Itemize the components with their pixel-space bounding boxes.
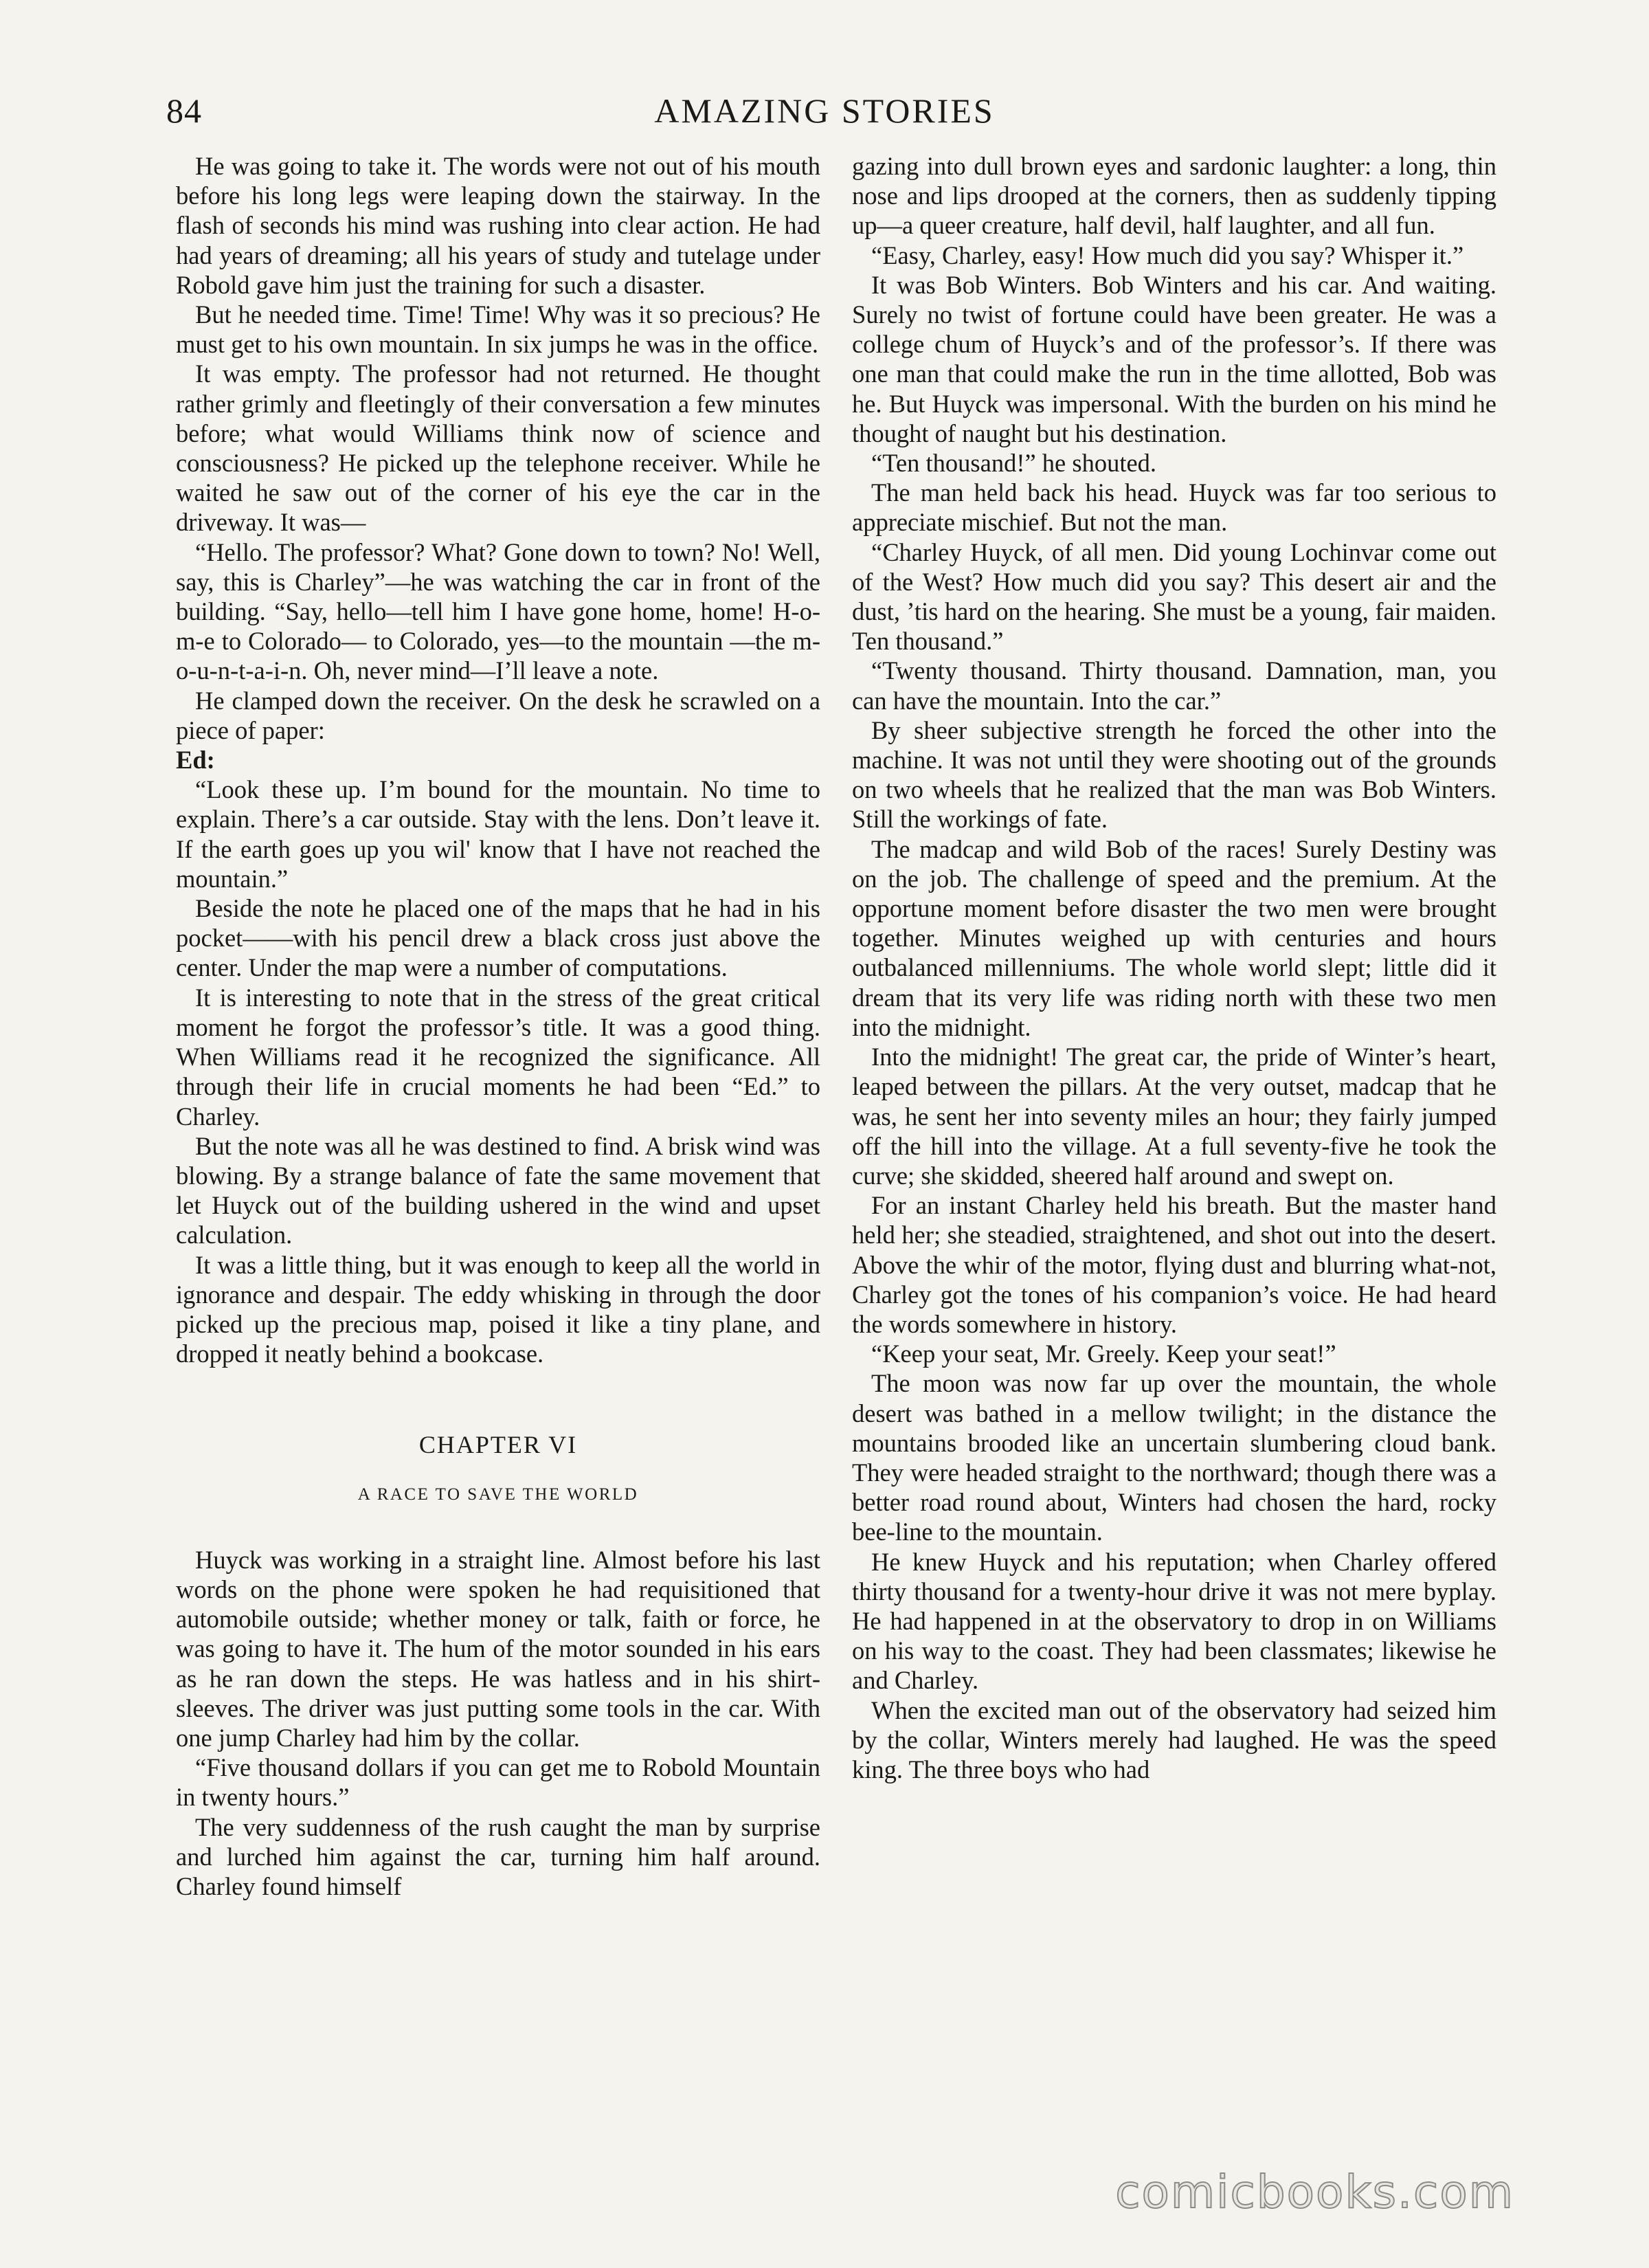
paragraph: He knew Huyck and his reputation; when Charley offered thirty thousand for a twenty-hour drive it was not mere byplay. He had happened in at the observatory to drop in on Williams on his way to the coast. They had been classmates; likewise he and Charley.	[852, 1547, 1496, 1695]
continued-paragraph: gazing into dull brown eyes and sardonic laughter: a long, thin nose and lips drooped at the corners, then as suddenly tipping up—a queer creature, half devil, half laughter, and all fun.	[852, 152, 1496, 240]
left-column	[176, 151, 820, 1901]
paragraph: When the excited man out of the observatory had seized him by the collar, Winters merely had laughed. He was the speed king. The three boys who had	[852, 1696, 1496, 1783]
paragraph: “Keep your seat, Mr. Greely. Keep your seat!”	[871, 1339, 1336, 1368]
chapter-title: CHAPTER VI	[418, 1431, 578, 1459]
paragraph: “Ten thousand!” he shouted.	[871, 449, 1157, 478]
paragraph: The madcap and wild Bob of the races! Surely Destiny was on the job. The challenge of speed and the premium. At the opportune moment before disaster the two men were brought together. Minutes weighed up with centuries and hours outbalanced millenniums. The whole world slept; little did it dream that its very life was riding north with these two men into the midnight.	[852, 834, 1496, 1041]
paragraph: By sheer subjective strength he forced the other into the machine. It was not until they were shooting out of the grounds on two wheels that he realized that the man was Bob Winters. Still the workings of fate.	[852, 715, 1496, 834]
paragraph: For an instant Charley held his breath. But the master hand held her; she steadied, straightened, and shot out into the desert. Above the whir of the motor, flying dust and blurring what-not, Charley got the tones of his companion’s voice. He had heard the words somewhere in history.	[852, 1191, 1496, 1338]
paragraph: But he needed time. Time! Time! Why was it so precious? He must get to his own mountain. In six jumps he was in the office.	[176, 300, 820, 359]
paragraph: It is interesting to note that in the stress of the great critical moment he forgot the professor’s title. It was a good thing. When Williams read it he recognized the significance. All through their life in crucial moments he had been “Ed.” to Charley.	[176, 983, 820, 1131]
paragraph: Huyck was working in a straight line. Almost before his last words on the phone were spoken he had requisitioned that automobile outside; whether money or talk, faith or force, he was going to have it. The hum of the motor sounded in his ears as he ran down the steps. He was hatless and in his shirt-sleeves. The driver was just putting some tools in the car. With one jump Charley had him by the collar.	[176, 1545, 820, 1752]
paragraph: “Five thousand dollars if you can get me to Robold Mountain in twenty hours.”	[176, 1753, 820, 1812]
paragraph: “Hello. The professor? What? Gone down to town? No! Well, say, this is Charley”—he was watching the car in front of the building. “Say, hello—tell him I have gone home, home! H-o-m-e to Colorado— to Colorado, yes—to the mountain —the m-o-u-n-t-a-i-n. Oh, never mind—I’ll leave a note.	[176, 537, 820, 685]
paragraph: Beside the note he placed one of the maps that he had in his pocket——with his pencil drew a black cross just above the center. Under the map were a number of computations.	[176, 894, 820, 982]
paragraph: “Charley Huyck, of all men. Did young Lochinvar come out of the West? How much did you say? This desert air and the dust, ’tis hard on the hearing. She must be a young, fair maiden. Ten thousand.”	[852, 537, 1496, 656]
paragraph: The moon was now far up over the mountain, the whole desert was bathed in a mellow twilight; in the distance the mountains brooded like an uncertain slumbering cloud bank. They were headed straight to the northward; though there was a better road round about, Winters had chosen the hard, rocky bee-line to the mountain.	[852, 1369, 1496, 1546]
running-title: AMAZING STORIES	[654, 91, 995, 130]
paragraph: The very suddenness of the rush caught the man by surprise and lurched him against the car, turning him half around. Charley found himself	[176, 1812, 820, 1900]
paragraph: The man held back his head. Huyck was far too serious to appreciate mischief. But not the man.	[852, 478, 1496, 537]
paragraph: He clamped down the receiver. On the desk he scrawled on a piece of paper:	[176, 686, 820, 744]
paragraph: It was a little thing, but it was enough to keep all the world in ignorance and despair. The eddy whisking in through the door picked up the precious map, poised it like a tiny plane, and dropped it neatly behind a bookcase.	[176, 1250, 820, 1368]
paragraph: He was going to take it. The words were not out of his mouth before his long legs were leaping down the stairway. In the flash of seconds his mind was rushing into clear action. He had had years of dreaming; all his years of study and tutelage under Robold gave him just the training for such a disaster.	[176, 152, 820, 299]
note-salutation: Ed:	[176, 746, 215, 775]
paragraph: It was Bob Winters. Bob Winters and his car. And waiting. Surely no twist of fortune could have been greater. He was a college chum of Huyck’s and of the professor’s. If there was one man that could make the run in the time allotted, Bob was he. But Huyck was impersonal. With the burden on his mind he thought of naught but his destination.	[852, 270, 1496, 447]
paragraph: “Easy, Charley, easy! How much did you say? Whisper it.”	[871, 241, 1464, 269]
right-column	[852, 151, 1496, 1784]
chapter-subtitle: A RACE TO SAVE THE WORLD	[357, 1485, 639, 1504]
watermark: comicbooks.com	[1115, 2166, 1514, 2219]
page-number: 84	[166, 91, 202, 130]
paragraph: It was empty. The professor had not returned. He thought rather grimly and fleetingly of their conversation a few minutes before; what would Williams think now of science and consciousness? He picked up the telephone receiver. While he waited he saw out of the corner of his eye the car in the driveway. It was—	[176, 359, 820, 537]
paragraph: “Twenty thousand. Thirty thousand. Damnation, man, you can have the mountain. Into the car.”	[852, 656, 1496, 715]
paragraph: But the note was all he was destined to find. A brisk wind was blowing. By a strange balance of fate the same movement that let Huyck out of the building ushered in the wind and upset calculation.	[176, 1131, 820, 1249]
note-text: “Look these up. I’m bound for the mountain. No time to explain. There’s a car outside. Stay with the lens. Don’t leave it. If the earth goes up you wil' know that I have not reached the mountain.”	[176, 775, 820, 893]
paragraph: Into the midnight! The great car, the pride of Winter’s heart, leaped between the pillars. At the very outset, madcap that he was, he sent her into seventy miles an hour; they fairly jumped off the hill into the village. At a full seventy-five he took the curve; she skidded, sheered half around and swept on.	[852, 1043, 1496, 1190]
